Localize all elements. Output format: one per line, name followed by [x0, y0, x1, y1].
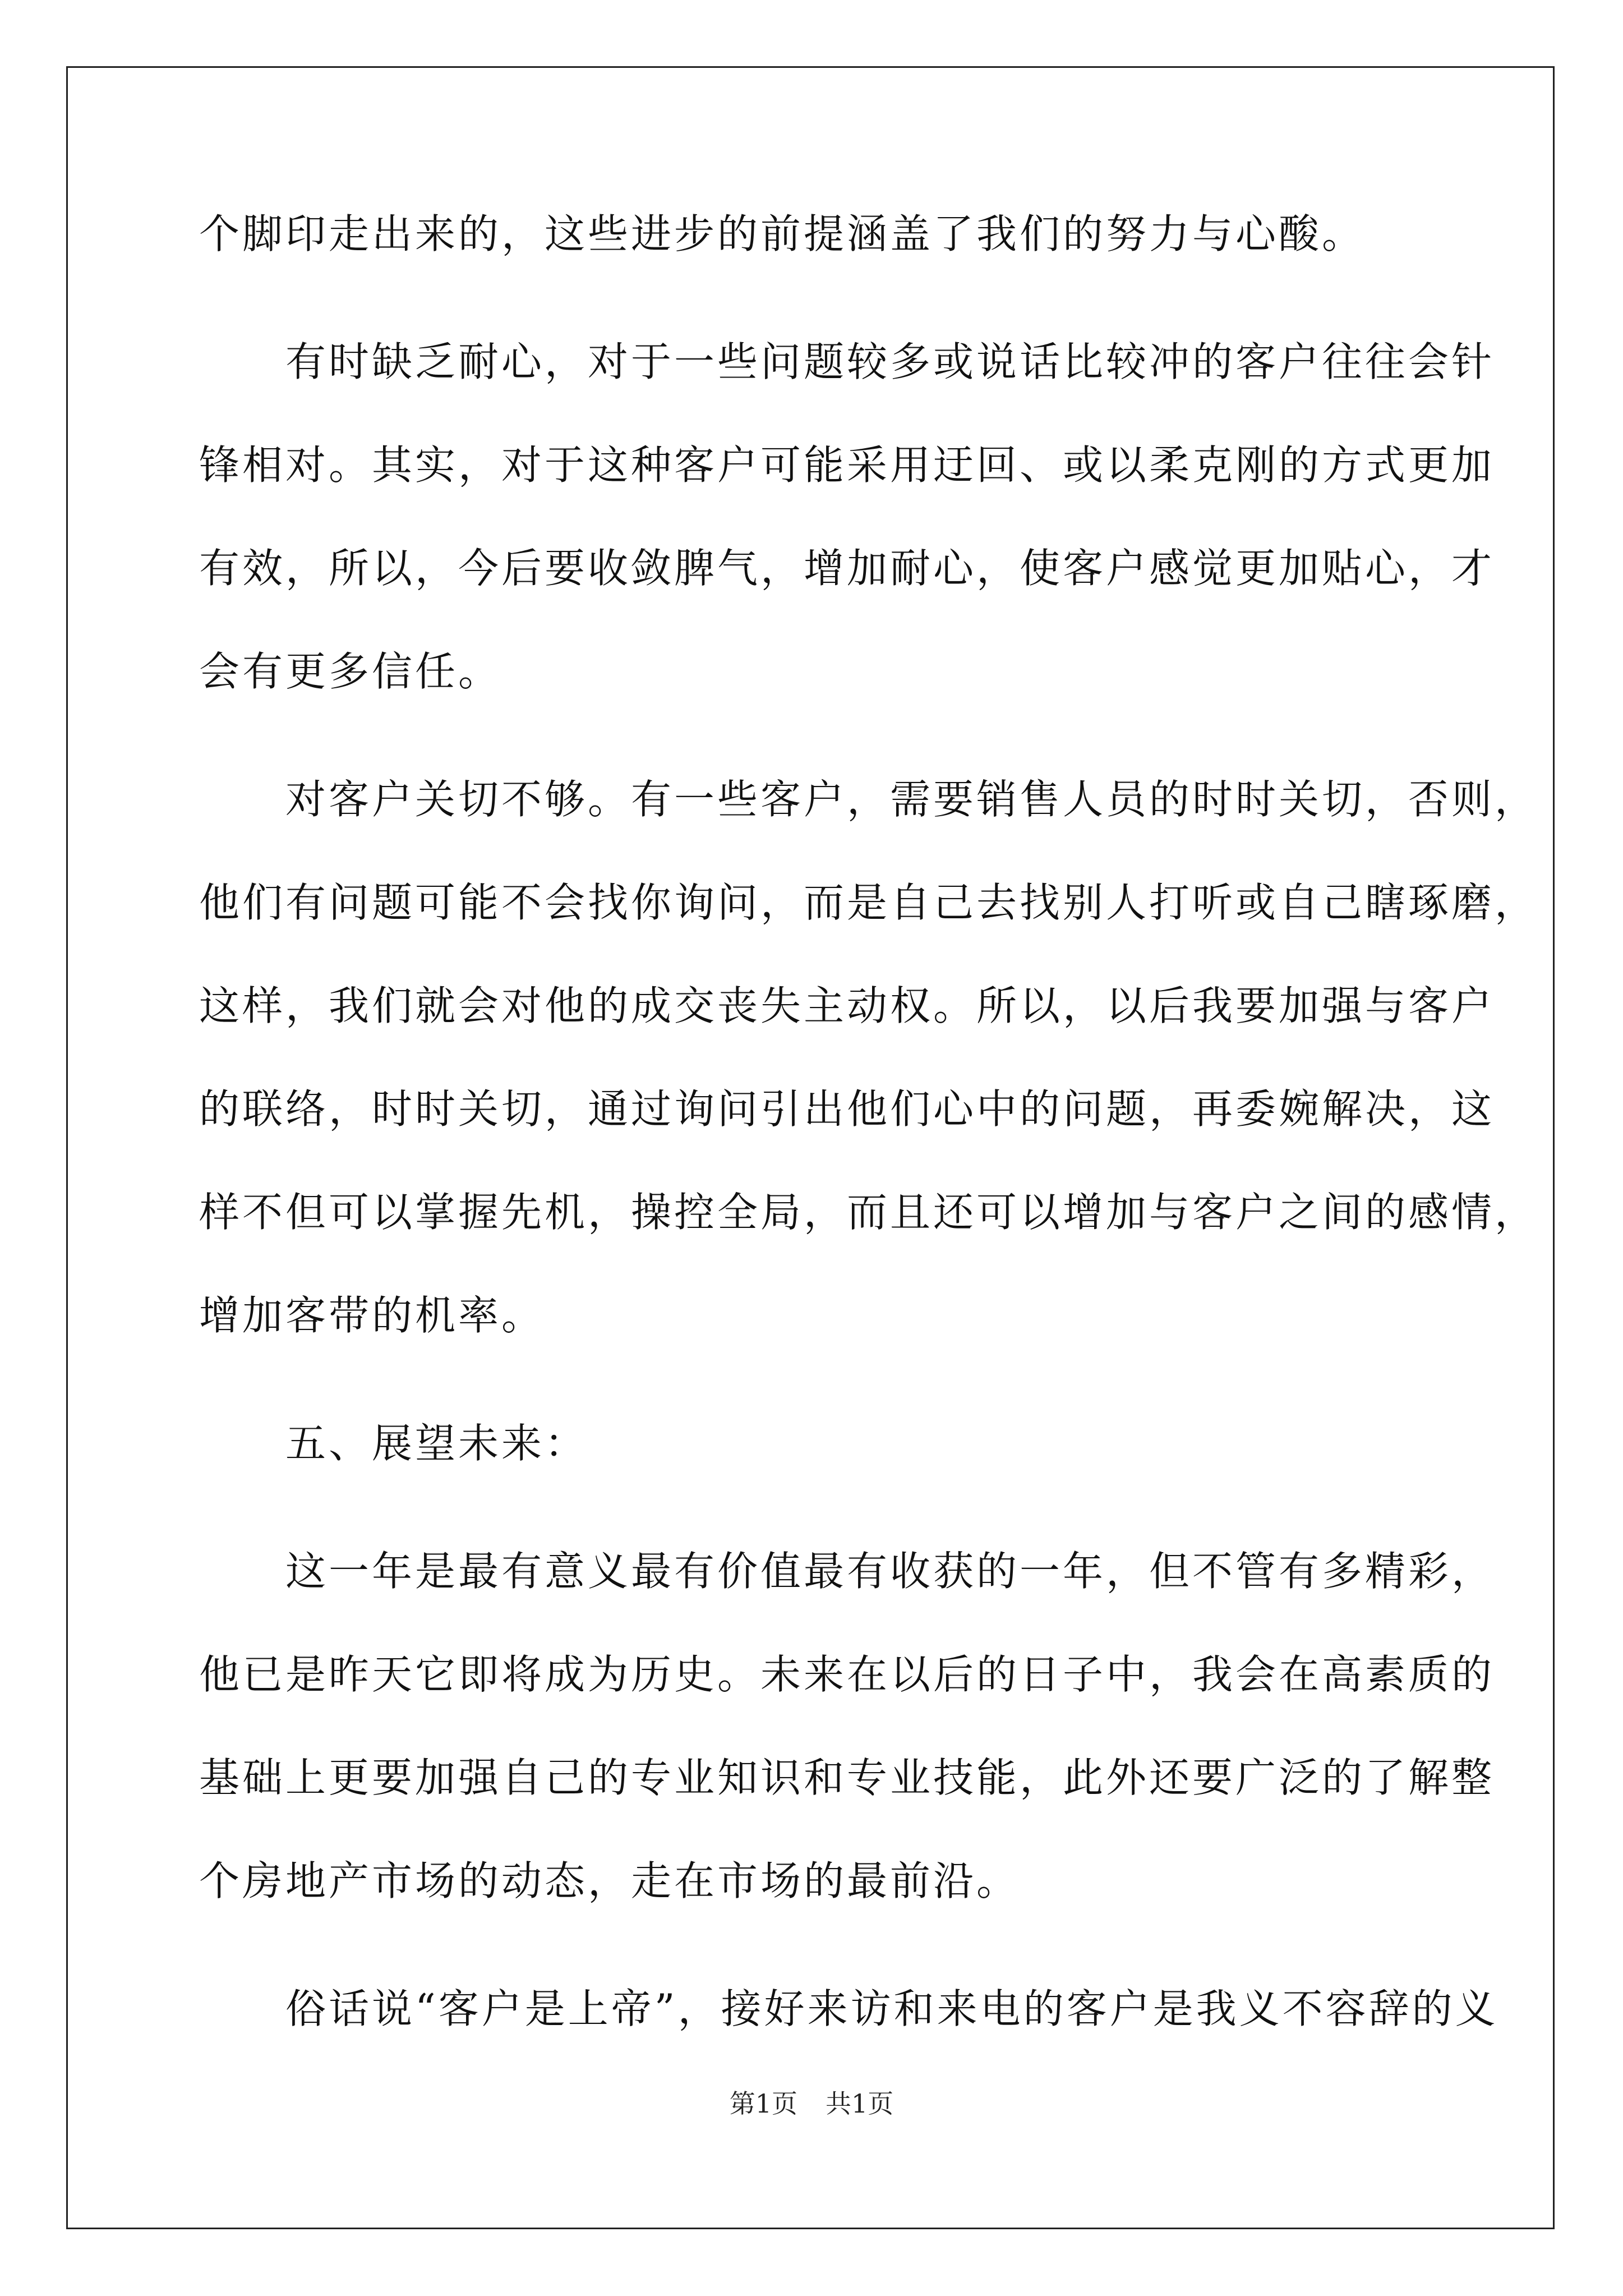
text-line: 对客户关切不够。有一些客户，需要销售人员的时时关切，否则，	[199, 776, 1538, 823]
text-line: 锋相对。其实，对于这种客户可能采用迂回、或以柔克刚的方式更加	[199, 441, 1495, 489]
text-line: 他已是昨天它即将成为历史。未来在以后的日子中，我会在高素质的	[199, 1651, 1495, 1698]
text-line: 个房地产市场的动态，走在市场的最前沿。	[199, 1857, 1020, 1904]
page-footer	[0, 2087, 1623, 2120]
text-line: 有效，所以，今后要收敛脾气，增加耐心，使客户感觉更加贴心，才	[199, 545, 1495, 592]
text-line: 会有更多信任。	[199, 648, 502, 695]
text-line: 这样，我们就会对他的成交丧失主动权。所以，以后我要加强与客户	[199, 982, 1495, 1029]
page-total: 共1页	[826, 2088, 894, 2119]
text-line: 俗话说“客户是上帝”，接好来访和来电的客户是我义不容辞的义	[199, 1985, 1498, 2032]
text-line: 样不但可以掌握先机，操控全局，而且还可以增加与客户之间的感情，	[199, 1189, 1538, 1236]
text-line: 个脚印走出来的，这些进步的前提涵盖了我们的努力与心酸。	[199, 210, 1366, 257]
text-line: 的联络，时时关切，通过询问引出他们心中的问题，再委婉解决，这	[199, 1085, 1495, 1133]
text-line: 他们有问题可能不会找你询问，而是自己去找别人打听或自己瞎琢磨，	[199, 879, 1538, 926]
text-line: 增加客带的机率。	[199, 1292, 545, 1339]
text-line: 基础上更要加强自己的专业知识和专业技能，此外还要广泛的了解整	[199, 1754, 1495, 1801]
section-heading: 五、展望未来：	[199, 1420, 588, 1467]
page-number: 第1页	[729, 2088, 797, 2119]
text-line: 这一年是最有意义最有价值最有收获的一年，但不管有多精彩，	[199, 1548, 1495, 1595]
text-line: 有时缺乏耐心，对于一些问题较多或说话比较冲的客户往往会针	[199, 338, 1495, 385]
